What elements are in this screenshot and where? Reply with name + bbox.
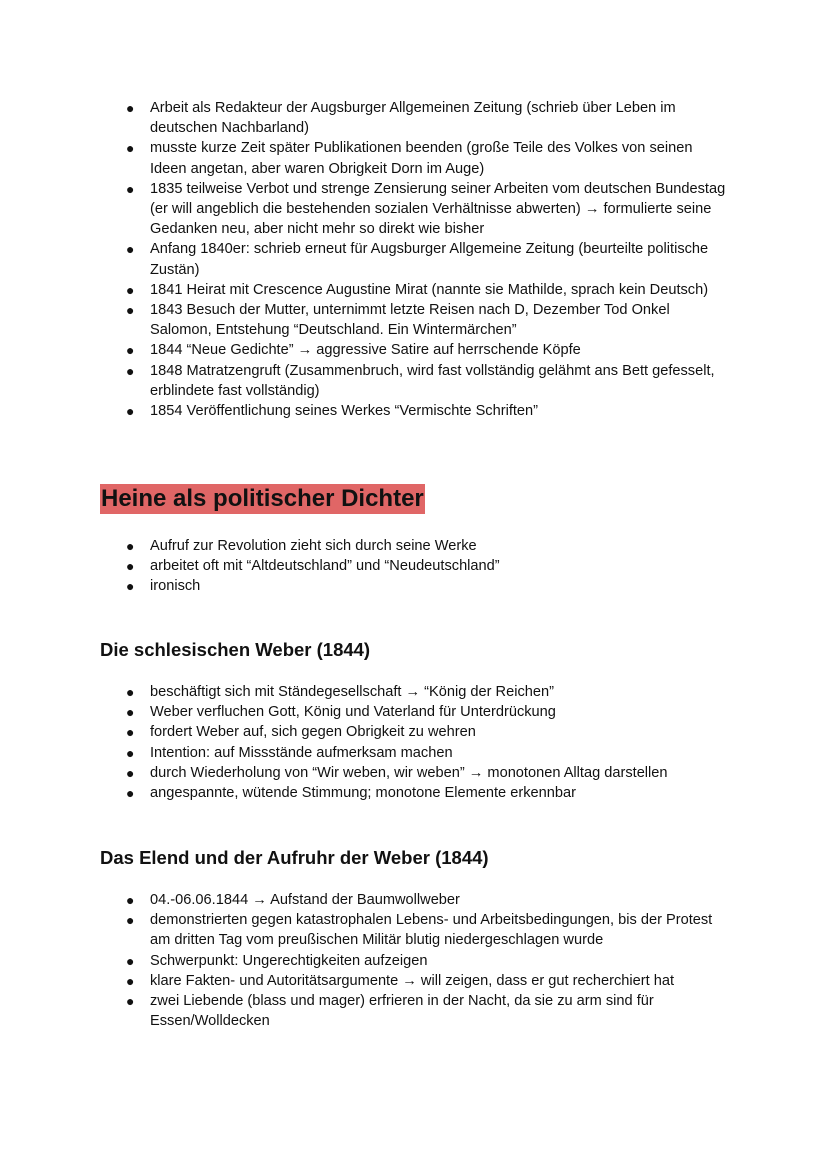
biography-list xyxy=(126,98,726,421)
political-poet-list xyxy=(126,536,726,597)
list-item xyxy=(126,951,726,971)
list-item xyxy=(126,682,726,702)
list-item-text: klare Fakten- und Autoritätsargumente → will zeigen, dass er gut recherchiert hat xyxy=(150,972,675,989)
list-item-text: Intention: auf Missstände aufmerksam machen xyxy=(150,744,453,761)
list-item-text: 04.-06.06.1844 → Aufstand der Baumwollweber xyxy=(150,892,460,908)
bullet-icon: ● xyxy=(126,724,135,741)
list-item-text: angespannte, wütende Stimmung; monotone Elemente erkennbar xyxy=(150,785,576,802)
silesian-weavers-list xyxy=(126,682,726,803)
list-item xyxy=(126,361,726,401)
list-item xyxy=(126,763,726,783)
list-item xyxy=(126,722,726,742)
list-item-text: 1848 Matratzengruft (Zusammenbruch, wird fast vollständig gelähmt ans Bett gefesselt, erblindete fast vollständig) xyxy=(150,362,715,399)
list-item xyxy=(126,743,726,763)
bullet-icon: ● xyxy=(126,100,135,116)
list-item-text: Weber verfluchen Gott, König und Vaterland für Unterdrückung xyxy=(150,704,556,721)
list-item-text: 1843 Besuch der Mutter, unternimmt letzte Reisen nach D, Dezember Tod Onkel Salomon, Entstehung “Deutschland. Ein Wintermärchen” xyxy=(150,302,670,339)
list-item-text: beschäftigt sich mit Ständegesellschaft → “König der Reichen” xyxy=(150,684,554,700)
list-item xyxy=(126,576,726,596)
list-item-text: arbeitet oft mit “Altdeutschland” und “Neudeutschland” xyxy=(150,558,500,575)
list-item xyxy=(126,401,726,421)
list-item xyxy=(126,890,726,910)
bullet-icon: ● xyxy=(126,912,135,929)
list-item-text: Schwerpunkt: Ungerechtigkeiten aufzeigen xyxy=(150,952,428,969)
list-item-text: zwei Liebende (blass und mager) erfrieren in der Nacht, da sie zu arm sind für Essen/Wolldecken xyxy=(150,993,654,1030)
list-item-text: fordert Weber auf, sich gegen Obrigkeit zu wehren xyxy=(150,724,476,741)
list-item xyxy=(126,556,726,576)
bullet-icon: ● xyxy=(126,342,135,359)
heading-political-poet: Heine als politischer Dichter xyxy=(101,485,424,512)
bullet-icon: ● xyxy=(126,558,135,575)
heading-silesian-weavers: Die schlesischen Weber (1844) xyxy=(100,639,371,660)
bullet-icon: ● xyxy=(126,744,135,761)
bullet-icon: ● xyxy=(126,785,135,802)
bullet-icon: ● xyxy=(126,578,135,595)
list-item-text: durch Wiederholung von “Wir weben, wir weben” → monotonen Alltag darstellen xyxy=(150,764,668,781)
list-item-text: 1841 Heirat mit Crescence Augustine Mirat (nannte sie Mathilde, sprach kein Deutsch) xyxy=(150,281,709,298)
bullet-icon: ● xyxy=(126,140,135,157)
list-item-text: musste kurze Zeit später Publikationen beenden (große Teile des Volkes von seinen Ideen angetan, aber waren Obrigkeit Dorn im Auge) xyxy=(150,140,693,177)
bullet-icon: ● xyxy=(126,764,135,781)
list-item xyxy=(126,138,726,178)
list-item-text: 1854 Veröffentlichung seines Werkes “Vermischte Schriften” xyxy=(150,403,539,420)
list-item-text: demonstrierten gegen katastrophalen Lebens- und Arbeitsbedingungen, bis der Protest am dritten Tag vom preußischen Militär blutig niedergeschlagen wurde xyxy=(150,912,713,949)
bullet-icon: ● xyxy=(126,362,135,379)
list-item-text: ironisch xyxy=(150,578,201,595)
list-item-text: 1844 “Neue Gedichte” → aggressive Satire auf herrschende Köpfe xyxy=(150,342,581,359)
bullet-icon: ● xyxy=(126,538,135,554)
list-item xyxy=(126,971,726,991)
list-item xyxy=(126,280,726,300)
list-item xyxy=(126,98,726,138)
bullet-icon: ● xyxy=(126,952,135,969)
bullet-icon: ● xyxy=(126,241,135,258)
list-item xyxy=(126,179,726,240)
bullet-icon: ● xyxy=(126,403,135,420)
list-item xyxy=(126,910,726,950)
list-item-text: 1835 teilweise Verbot und strenge Zensierung seiner Arbeiten vom deutschen Bundestag (er will angeblich die bestehenden sozialen Verhältnisse abwerten) → formulierte seine Gedanken neu, aber nicht mehr so direkt wie bisher xyxy=(150,180,726,238)
bullet-icon: ● xyxy=(126,684,135,700)
list-item-text: Anfang 1840er: schrieb erneut für Augsburger Allgemeine Zeitung (beurteilte politische Zustän) xyxy=(150,241,709,278)
bullet-icon: ● xyxy=(126,281,135,298)
bullet-icon: ● xyxy=(126,993,135,1010)
bullet-icon: ● xyxy=(126,302,135,319)
list-item xyxy=(126,991,726,1031)
list-item-text: Arbeit als Redakteur der Augsburger Allgemeinen Zeitung (schrieb über Leben im deutschen Nachbarland) xyxy=(150,100,676,137)
list-item xyxy=(126,783,726,803)
misery-revolt-list xyxy=(126,890,726,1031)
list-item-text: Aufruf zur Revolution zieht sich durch seine Werke xyxy=(150,538,477,554)
heading-misery-revolt: Das Elend und der Aufruhr der Weber (1844) xyxy=(100,847,489,868)
bullet-icon: ● xyxy=(126,892,135,908)
list-item xyxy=(126,300,726,340)
list-item xyxy=(126,340,726,360)
bullet-icon: ● xyxy=(126,180,135,197)
list-item xyxy=(126,536,726,556)
list-item xyxy=(126,702,726,722)
list-item xyxy=(126,239,726,279)
bullet-icon: ● xyxy=(126,704,135,721)
bullet-icon: ● xyxy=(126,972,135,989)
